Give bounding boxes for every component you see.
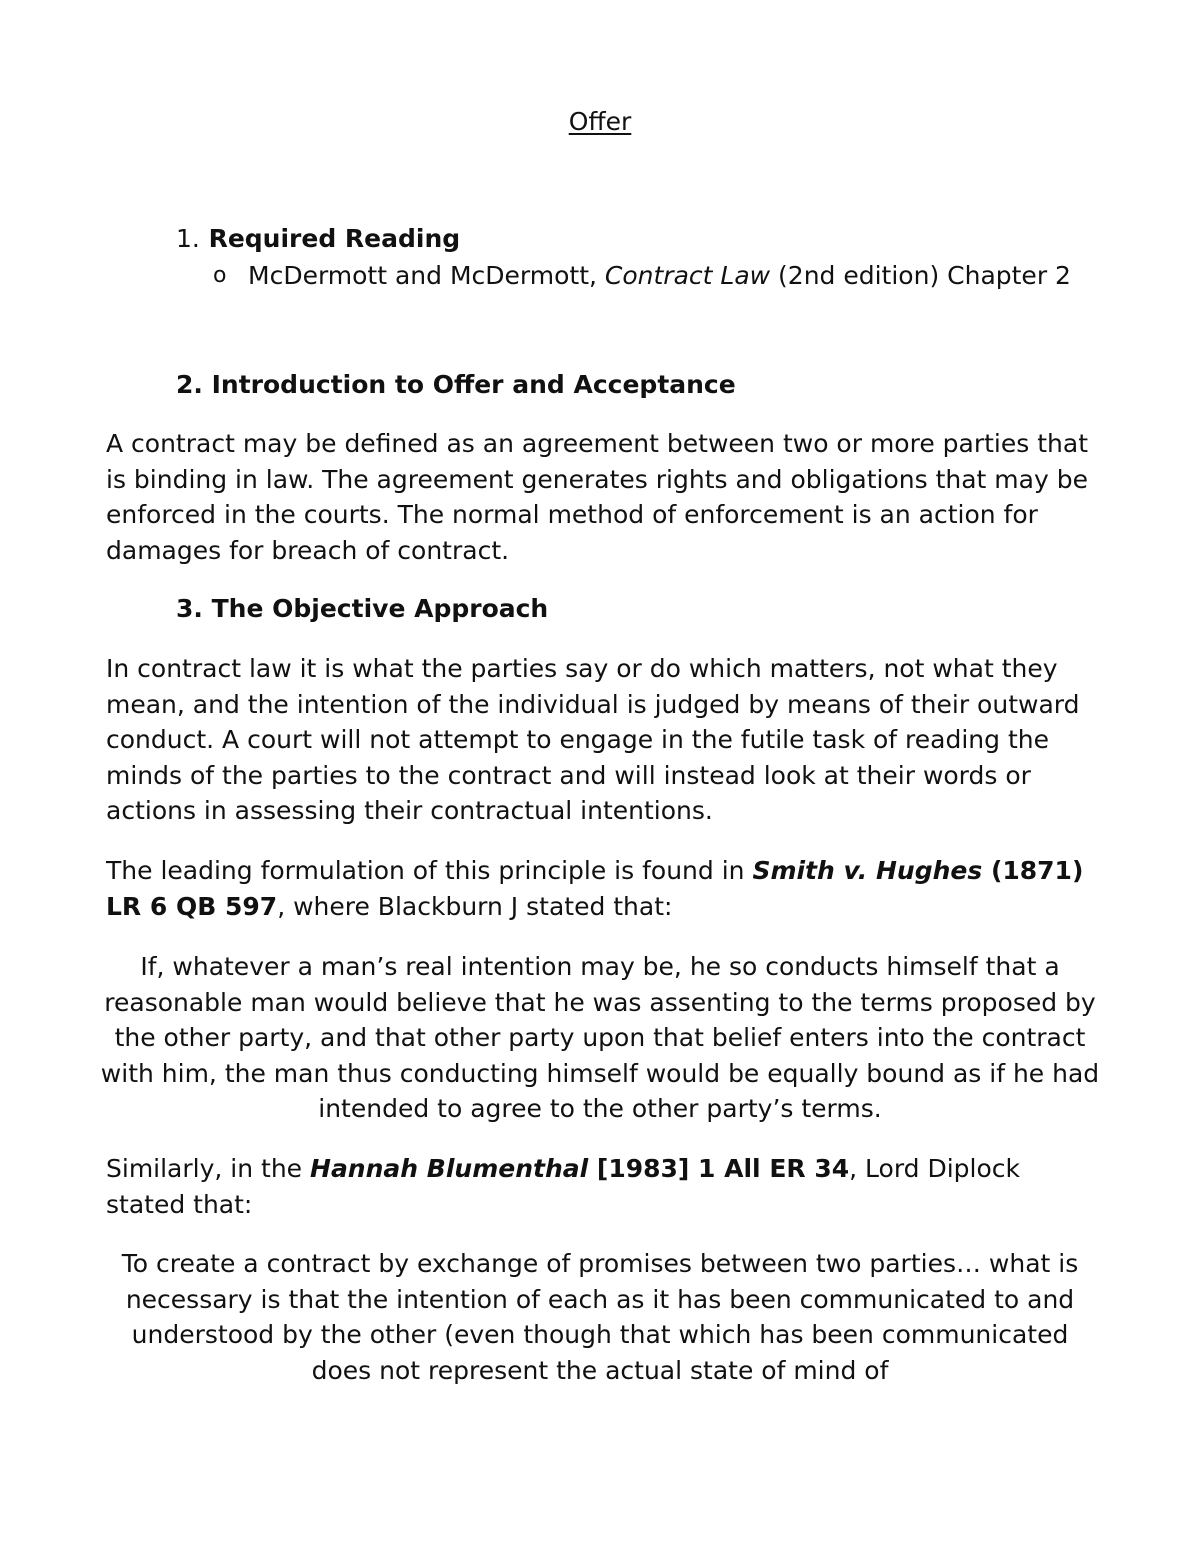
section-heading-required-reading (176, 221, 460, 257)
document-title: Offer (568, 107, 632, 136)
hannah-blumenthal-paragraph (106, 1151, 1096, 1222)
paragraph-text: , where Blackburn J stated that: (277, 891, 673, 921)
introduction-paragraph: A contract may be defined as an agreement between two or more parties that is binding in law. The agreement generates rights and obligations that may be enforced in the courts. The normal method of enforcement is an action for damages for breach of contract. (106, 429, 1088, 565)
section-heading-objective-approach (176, 591, 548, 627)
reading-edition: (2nd edition) Chapter 2 (770, 261, 1071, 290)
case-citation: (1871) LR 6 QB 597 (106, 856, 1084, 921)
reading-book-title: Contract Law (604, 261, 771, 290)
reading-author: McDermott and McDermott, (248, 261, 605, 290)
section-title: Introduction to Offer and Acceptance (211, 370, 736, 399)
section-number: 2. (176, 370, 203, 399)
smith-v-hughes-paragraph (106, 853, 1096, 924)
case-citation: [1983] 1 All ER 34 (588, 1154, 850, 1183)
section-title: The Objective Approach (211, 594, 549, 623)
blackburn-quote: If, whatever a man’s real intention may be, he so conducts himself that a reasonable man would believe that he was assenting to the terms proposed by the other party, and that other party upon that belief enters into the contract with him, the man thus conducting himself would be equally bound as if he had intended to agree to the other party’s terms. (100, 952, 1100, 1123)
case-name: Smith v. Hughes (752, 856, 983, 885)
bullet-marker: o (213, 263, 227, 288)
section-heading-introduction (176, 367, 736, 403)
diplock-quote: To create a contract by exchange of promises between two parties… what is necessary is that the intention of each as it has been communicated to and understood by the other (even though that which has been communicated does not represent the actual state of mind of (121, 1249, 1079, 1385)
section-number: 1. (176, 224, 200, 253)
paragraph-text: , Lord Diplock stated that: (106, 1154, 1021, 1219)
objective-approach-paragraph: In contract law it is what the parties say or do which matters, not what they mean, and the intention of the individual is judged by means of their outward conduct. A court will not attempt to engage in the futile task of reading the minds of the parties to the contract and will instead look at their words or actions in assessing their contractual intentions. (106, 654, 1080, 825)
section-title: Required Reading (208, 224, 461, 253)
paragraph-text: Similarly, in the (106, 1154, 311, 1183)
case-name: Hannah Blumenthal (310, 1154, 589, 1183)
section-number: 3. (176, 594, 203, 623)
paragraph-text: The leading formulation of this principle is found in (106, 856, 753, 885)
reading-reference (248, 258, 1108, 294)
